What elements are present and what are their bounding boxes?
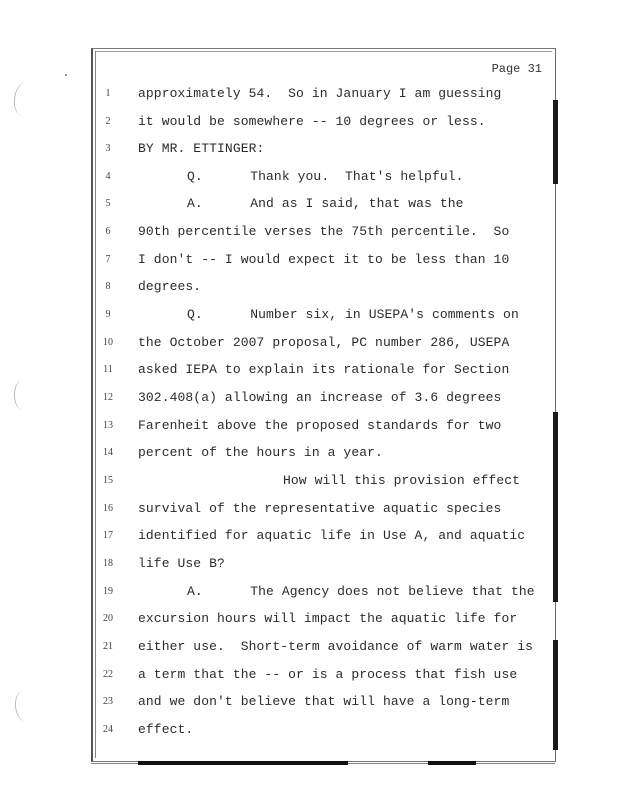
line-number: 6 [105, 226, 111, 237]
transcript-line: life Use B? [138, 556, 225, 571]
line-number: 1 [105, 88, 111, 99]
binder-hole [12, 81, 38, 118]
transcript-line: I don't -- I would expect it to be less than 10 [138, 252, 510, 267]
line-number: 22 [103, 669, 113, 680]
transcript-line: Q. Thank you. That's helpful. [187, 169, 464, 184]
scan-speck [65, 74, 67, 76]
transcript-line: identified for aquatic life in Use A, and aquatic [138, 528, 526, 543]
transcript-line: it would be somewhere -- 10 degrees or less. [138, 114, 486, 129]
transcript-line: the October 2007 proposal, PC number 286, USEPA [138, 335, 510, 350]
line-number: 8 [105, 281, 111, 292]
line-number: 2 [105, 116, 111, 127]
line-number: 16 [103, 503, 113, 514]
right-margin-bar [553, 100, 558, 184]
transcript-line: percent of the hours in a year. [138, 445, 383, 460]
transcript-line: effect. [138, 722, 194, 737]
transcript-line: either use. Short-term avoidance of warm water is [138, 639, 534, 654]
line-number: 18 [103, 558, 113, 569]
page-number: Page 31 [491, 62, 542, 76]
line-number: 23 [103, 696, 113, 707]
line-number: 20 [103, 613, 113, 624]
transcript-line: approximately 54. So in January I am guessing [138, 86, 502, 101]
line-number: 13 [103, 420, 113, 431]
transcript-line: How will this provision effect [283, 473, 521, 488]
bottom-bar [428, 761, 476, 765]
line-number: 3 [105, 143, 111, 154]
transcript-line: Farenheit above the proposed standards for two [138, 418, 502, 433]
line-number: 15 [103, 475, 113, 486]
transcript-line: Q. Number six, in USEPA's comments on [187, 307, 519, 322]
transcript-line: survival of the representative aquatic species [138, 501, 502, 516]
transcript-line: A. And as I said, that was the [187, 196, 464, 211]
line-number: 14 [103, 447, 113, 458]
binder-hole [14, 380, 31, 410]
transcript-line: A. The Agency does not believe that the [187, 584, 535, 599]
transcript-line: degrees. [138, 279, 202, 294]
transcript-line: 302.408(a) allowing an increase of 3.6 degrees [138, 390, 502, 405]
line-number: 10 [103, 337, 113, 348]
line-number: 21 [103, 641, 113, 652]
line-number: 5 [105, 198, 111, 209]
line-number: 17 [103, 530, 113, 541]
transcript-line: BY MR. ETTINGER: [138, 141, 265, 156]
transcript-line: 90th percentile verses the 75th percentile. So [138, 224, 510, 239]
line-number: 24 [103, 724, 113, 735]
line-number: 7 [105, 254, 111, 265]
line-number: 11 [103, 364, 113, 375]
binder-hole [13, 689, 37, 723]
line-number: 4 [105, 171, 111, 182]
transcript-line: asked IEPA to explain its rationale for Section [138, 362, 510, 377]
line-number: 19 [103, 586, 113, 597]
transcript-line: and we don't believe that will have a long-term [138, 694, 510, 709]
line-number: 9 [105, 309, 111, 320]
right-margin-bar [553, 640, 558, 750]
transcript-line: excursion hours will impact the aquatic life for [138, 611, 518, 626]
bottom-bar [138, 761, 348, 765]
line-number: 12 [103, 392, 113, 403]
transcript-line: a term that the -- or is a process that fish use [138, 667, 518, 682]
right-margin-bar [553, 412, 558, 602]
